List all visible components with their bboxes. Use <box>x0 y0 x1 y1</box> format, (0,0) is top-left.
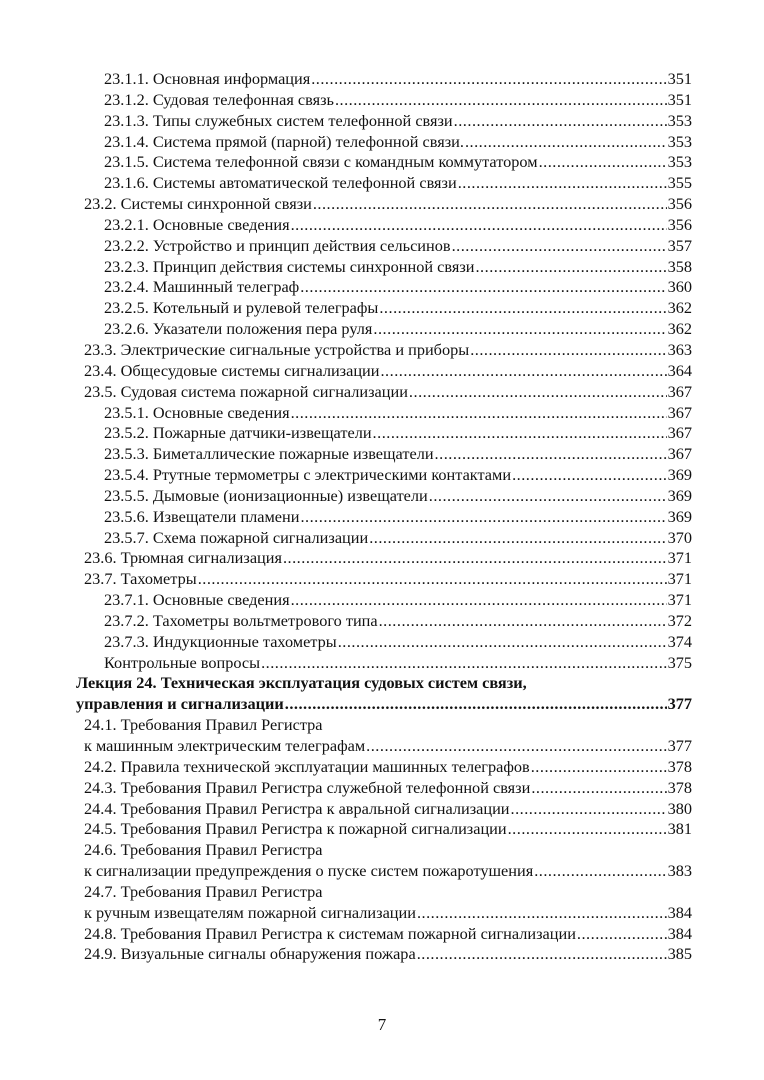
dot-leader <box>417 903 667 924</box>
toc-entry-page: 355 <box>667 173 692 193</box>
toc-entry-page: 351 <box>667 89 692 109</box>
toc-entry-page: 378 <box>667 756 692 776</box>
toc-entry-title: 24.4. Требования Правил Регистра к авральной сигнализации <box>84 798 510 818</box>
dot-leader <box>508 819 667 840</box>
toc-entry-title-line: 24.6. Требования Правил Регистра <box>84 840 323 860</box>
toc-entry <box>76 569 692 590</box>
dot-leader <box>475 257 666 278</box>
dot-leader <box>435 444 667 465</box>
toc-entry <box>76 944 692 965</box>
toc-entry <box>76 90 692 111</box>
toc-entry-title: 24.3. Требования Правил Регистра служебной телефонной связи <box>84 777 531 797</box>
toc-entry <box>76 361 692 382</box>
dot-leader <box>283 548 667 569</box>
toc-entry-title: 23.5.6. Извещатели пламени <box>104 506 300 526</box>
dot-leader <box>366 736 666 757</box>
toc-entry-page: 372 <box>667 610 692 630</box>
toc-entry-page: 383 <box>667 861 692 881</box>
toc-entry-title: 23.1.4. Система прямой (парной) телефонной связи. <box>104 131 464 151</box>
toc-entry-page: 360 <box>667 277 692 297</box>
toc-entry-page: 375 <box>667 652 692 672</box>
dot-leader <box>454 111 667 132</box>
toc-entry-title: к машинным электрическим телеграфам <box>84 736 366 755</box>
toc-entry <box>76 298 692 319</box>
toc-entry <box>76 924 692 945</box>
toc-entry-title: 23.2.3. Принцип действия системы синхронной связи <box>104 256 475 276</box>
toc-entry-title: 24.5. Требования Правил Регистра к пожарной сигнализации <box>84 819 507 839</box>
toc-entry <box>76 632 692 653</box>
dot-leader <box>512 465 667 486</box>
toc-entry-title: 23.7.2. Тахометры вольтметрового типа <box>104 610 378 630</box>
toc-entry-page: 351 <box>667 69 692 88</box>
toc-entry-title: к сигнализации предупреждения о пуске систем пожаротушения <box>84 861 534 881</box>
toc-entry-title: 23.2.1. Основные сведения <box>104 214 290 234</box>
dot-leader <box>409 382 667 403</box>
toc-entry-title: 24.8. Требования Правил Регистра к системам пожарной сигнализации <box>84 923 576 943</box>
toc-entry-page: 380 <box>667 798 692 818</box>
toc-entry-page: 358 <box>667 256 692 276</box>
toc-entry-page: 374 <box>667 631 692 651</box>
page-number: 7 <box>377 1015 387 1034</box>
toc-entry-title: 23.5.3. Биметаллические пожарные извещатели <box>104 444 434 464</box>
toc-entry-page: 356 <box>667 214 692 234</box>
toc-entry-page: 385 <box>667 944 692 964</box>
toc-entry-page: 367 <box>667 381 692 401</box>
toc-lecture-entry <box>76 673 692 715</box>
toc-entry <box>76 340 692 361</box>
dot-leader <box>300 507 666 528</box>
toc-entry <box>76 757 692 778</box>
toc-entry <box>76 465 692 486</box>
toc-entry-page: 377 <box>667 736 692 755</box>
toc-entry-page: 353 <box>667 152 692 172</box>
toc-entry-page: 364 <box>667 360 692 380</box>
toc-entry <box>76 486 692 507</box>
toc-entry-title: 23.4. Общесудовые системы сигнализации <box>84 360 380 380</box>
dot-leader <box>465 132 667 153</box>
toc-entry-title: к ручным извещателям пожарной сигнализации <box>84 902 416 922</box>
dot-leader <box>335 90 667 111</box>
toc-entry-title: 23.7. Тахометры <box>84 569 197 589</box>
toc-entry <box>76 715 692 757</box>
dot-leader <box>429 486 667 507</box>
toc-entry-title: 23.1.6. Системы автоматической телефонной связи <box>104 173 457 193</box>
toc-entry <box>76 819 692 840</box>
toc-entry <box>76 382 692 403</box>
dot-leader <box>511 799 667 820</box>
toc-entry <box>76 277 692 298</box>
toc-entry-title-line: 24.7. Требования Правил Регистра <box>84 881 323 901</box>
toc-entry-title: 23.1.3. Типы служебных систем телефонной связи <box>104 110 453 130</box>
dot-leader <box>379 611 667 632</box>
toc-entry <box>76 236 692 257</box>
toc-entry-title: 24.9. Визуальные сигналы обнаружения пожара <box>84 944 416 964</box>
toc-entry-page: 367 <box>667 402 692 422</box>
toc-entry-page: 378 <box>667 777 692 797</box>
toc-entry-page: 384 <box>667 902 692 922</box>
dot-leader <box>458 173 667 194</box>
toc-entry-page: 353 <box>667 131 692 151</box>
toc-entry-page: 371 <box>667 590 692 610</box>
toc-entry <box>76 403 692 424</box>
toc-entry-title: управления и сигнализации <box>76 694 284 714</box>
toc-entry-title: 23.5.7. Схема пожарной сигнализации <box>104 527 369 547</box>
toc-entry <box>76 194 692 215</box>
toc-entry <box>76 528 692 549</box>
table-of-contents <box>76 69 692 965</box>
dot-leader <box>198 569 667 590</box>
toc-entry-page: 369 <box>667 485 692 505</box>
toc-entry-title: 23.2.4. Машинный телеграф <box>104 277 300 297</box>
dot-leader <box>291 215 667 236</box>
dot-leader <box>291 403 667 424</box>
dot-leader <box>261 653 667 674</box>
toc-entry-page: 362 <box>667 298 692 318</box>
dot-leader <box>291 590 667 611</box>
dot-leader <box>452 236 667 257</box>
toc-entry <box>76 152 692 173</box>
toc-entry <box>76 444 692 465</box>
toc-entry-title: 24.2. Правила технической эксплуатации машинных телеграфов <box>84 756 530 776</box>
toc-entry-page: 381 <box>667 819 692 839</box>
toc-entry <box>76 507 692 528</box>
toc-entry-page: 377 <box>667 694 692 714</box>
dot-leader <box>539 152 667 173</box>
toc-entry-title: 23.5.5. Дымовые (ионизационные) извещатели <box>104 485 428 505</box>
toc-entry <box>76 257 692 278</box>
toc-entry-page: 363 <box>667 339 692 359</box>
toc-entry-page: 367 <box>667 423 692 443</box>
toc-entry-title: 23.7.3. Индукционные тахометры <box>104 631 337 651</box>
dot-leader <box>369 528 666 549</box>
toc-entry <box>76 611 692 632</box>
toc-entry-title: 23.2. Системы синхронной связи <box>84 194 312 214</box>
toc-entry <box>76 653 692 674</box>
dot-leader <box>470 340 666 361</box>
dot-leader <box>285 694 667 715</box>
dot-leader <box>313 194 667 215</box>
toc-entry-page: 357 <box>667 235 692 255</box>
toc-entry-title: 23.3. Электрические сигнальные устройства и приборы <box>84 339 470 359</box>
toc-entry-page: 369 <box>667 506 692 526</box>
toc-entry-title: Контрольные вопросы <box>104 652 261 672</box>
toc-entry <box>76 882 692 924</box>
toc-entry <box>76 590 692 611</box>
toc-entry-title: 23.2.6. Указатели положения пера руля <box>104 319 373 339</box>
toc-entry-title: 23.5.2. Пожарные датчики-извещатели <box>104 423 372 443</box>
toc-entry <box>76 778 692 799</box>
dot-leader <box>373 423 667 444</box>
toc-entry-title: 23.5.1. Основные сведения <box>104 402 290 422</box>
toc-entry-title: 23.7.1. Основные сведения <box>104 590 290 610</box>
dot-leader <box>380 361 666 382</box>
toc-entry <box>76 548 692 569</box>
toc-entry-page: 362 <box>667 319 692 339</box>
dot-leader <box>379 298 666 319</box>
dot-leader <box>373 319 666 340</box>
toc-entry-title: 23.6. Трюмная сигнализация <box>84 548 282 568</box>
dot-leader <box>300 277 666 298</box>
dot-leader <box>534 861 666 882</box>
toc-entry <box>76 173 692 194</box>
toc-entry-title-line: Лекция 24. Техническая эксплуатация судовых систем связи, <box>76 673 527 693</box>
toc-entry-page: 367 <box>667 444 692 464</box>
dot-leader <box>531 757 667 778</box>
dot-leader <box>338 632 667 653</box>
toc-entry-title: 23.5. Судовая система пожарной сигнализации <box>84 381 408 401</box>
dot-leader <box>417 944 667 965</box>
toc-entry <box>76 840 692 882</box>
toc-entry-title: 23.5.4. Ртутные термометры с электрическими контактами <box>104 465 512 485</box>
toc-entry <box>76 799 692 820</box>
toc-entry-page: 371 <box>667 548 692 568</box>
toc-entry <box>76 69 692 90</box>
toc-entry <box>76 319 692 340</box>
toc-entry <box>76 111 692 132</box>
toc-entry <box>76 132 692 153</box>
toc-entry-title: 23.2.2. Устройство и принцип действия сельсинов <box>104 235 451 255</box>
toc-entry-title: 23.1.2. Судовая телефонная связь <box>104 89 334 109</box>
toc-entry-title: 23.1.5. Система телефонной связи с командным коммутатором <box>104 152 538 172</box>
toc-entry-title: 23.1.1. Основная информация <box>104 69 311 88</box>
dot-leader <box>531 778 666 799</box>
toc-entry-page: 353 <box>667 110 692 130</box>
toc-entry-page: 369 <box>667 465 692 485</box>
toc-entry-page: 384 <box>667 923 692 943</box>
dot-leader <box>311 69 666 90</box>
toc-entry <box>76 423 692 444</box>
toc-entry-page: 370 <box>667 527 692 547</box>
toc-entry-page: 356 <box>667 194 692 214</box>
dot-leader <box>577 924 667 945</box>
toc-entry-page: 371 <box>667 569 692 589</box>
toc-entry-title-line: 24.1. Требования Правил Регистра <box>84 715 323 735</box>
toc-entry-title: 23.2.5. Котельный и рулевой телеграфы <box>104 298 379 318</box>
toc-entry <box>76 215 692 236</box>
